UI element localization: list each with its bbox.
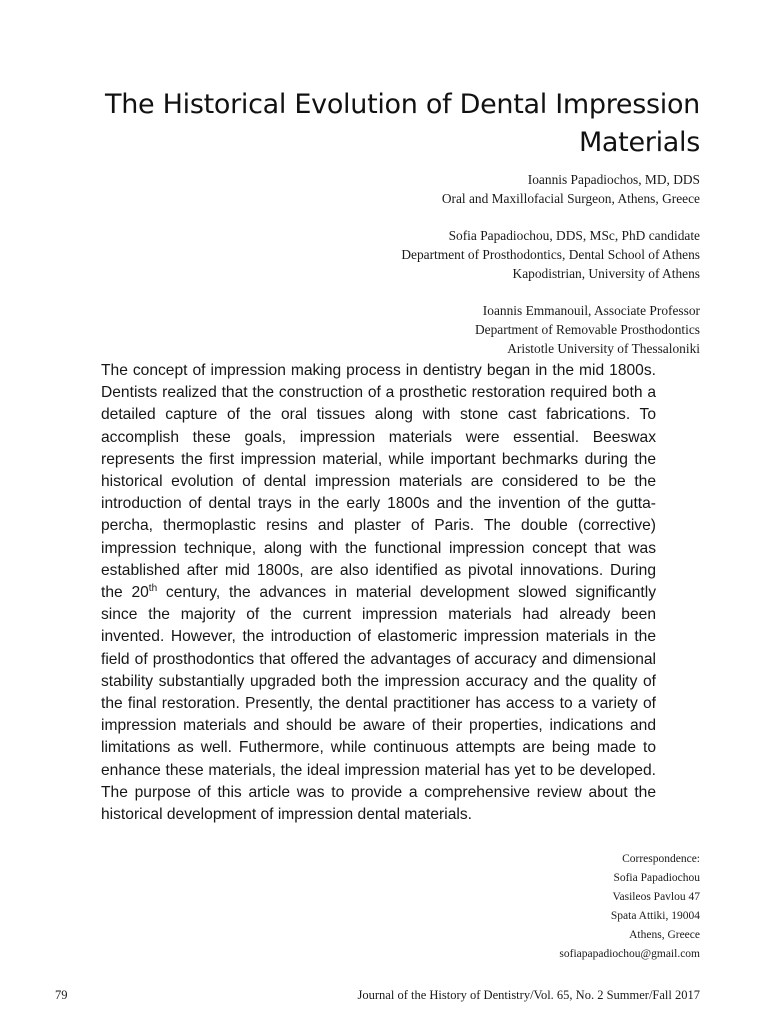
author-block — [180, 301, 700, 358]
correspondence-block — [400, 850, 700, 964]
author-block — [180, 226, 700, 283]
author-list — [180, 170, 700, 376]
author-name: Sofia Papadiochou, DDS, MSc, PhD candidate — [448, 228, 700, 243]
journal-footer: Journal of the History of Dentistry/Vol. 65, No. 2 Summer/Fall 2017 — [357, 988, 700, 1002]
abstract-text: The concept of impression making process in dentistry began in the mid 1800s. Dentists realized that the construction of a prosthetic restoration required both a detailed capture of the oral tissues along with stone cast fabrications. To accomplish these goals, impression materials were essential. Beeswax represents the first impression material, while important bechmarks during the historical evolution of dental impression materials are considered to be the introduction of dental trays in the early 1800s and the invention of the gutta-percha, thermoplastic resins and plaster of Paris. The double (corrective) impression technique, along with the functional impression concept that was established after mid 1800s, are also identified as pivotal innovations. During the 20 — [101, 362, 656, 602]
correspondence-email: sofiapapadiochou@gmail.com — [559, 948, 700, 960]
author-affiliation: Aristotle University of Thessaloniki — [507, 341, 700, 356]
correspondence-heading: Correspondence: — [622, 853, 700, 865]
abstract — [101, 360, 656, 826]
correspondence-city: Spata Attiki, 19004 — [610, 910, 700, 922]
author-name: Ioannis Papadiochos, MD, DDS — [527, 172, 700, 187]
author-name: Ioannis Emmanouil, Associate Professor — [482, 303, 700, 318]
abstract-superscript: th — [148, 582, 158, 594]
correspondence-name: Sofia Papadiochou — [613, 872, 700, 884]
author-block — [180, 170, 700, 208]
abstract-text-continued: century, the advances in material development slowed significantly since the majority of the current impression materials had already been invented. However, the introduction of elastomeric impression materials in the field of prosthodontics that offered the advantages of accuracy and dimensional stability substantially upgraded both the impression accuracy and the quality of the final restoration. Presently, the dental practitioner has access to a variety of impression materials and should be aware of their properties, indications and limitations as well. Futhermore, while continuous attempts are being made to enhance these materials, the ideal impression material has yet to be developed. The purpose of this article was to provide a comprehensive review about the historical development of impression dental materials. — [101, 584, 657, 824]
page-number: 79 — [55, 988, 68, 1002]
author-affiliation: Department of Removable Prosthodontics — [475, 322, 700, 337]
author-affiliation: Oral and Maxillofacial Surgeon, Athens, Greece — [441, 191, 700, 206]
author-affiliation: Department of Prosthodontics, Dental School of Athens — [401, 247, 700, 262]
article-title: The Historical Evolution of Dental Impression Materials — [105, 89, 700, 158]
correspondence-country: Athens, Greece — [629, 929, 700, 941]
correspondence-street: Vasileos Pavlou 47 — [612, 891, 700, 903]
author-affiliation: Kapodistrian, University of Athens — [512, 266, 700, 281]
